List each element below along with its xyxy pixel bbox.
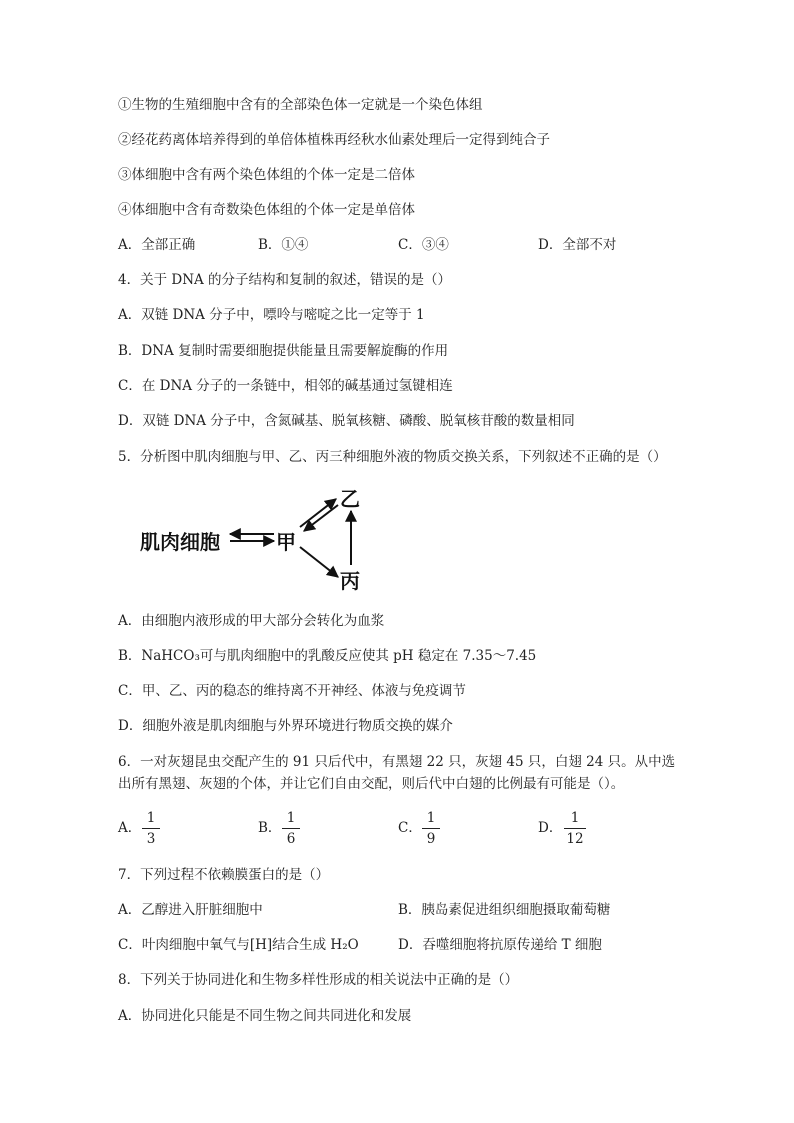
q3-option-d: D．全部不对	[538, 237, 617, 253]
q3-option-a: A．全部正确	[118, 237, 196, 253]
q5-option-d: D．细胞外液是肌肉细胞与外界环境进行物质交换的媒介	[118, 718, 453, 734]
diagram-label-yi: 乙	[340, 487, 360, 511]
diagram-label-muscle-cell: 肌肉细胞	[140, 530, 220, 554]
diagram-arrows	[140, 483, 380, 593]
diagram-label-jia: 甲	[276, 530, 296, 554]
fraction-numerator: 1	[564, 810, 586, 829]
q7-option-c: C．叶肉细胞中氧气与[H]结合生成 H₂O	[118, 937, 359, 953]
fraction-numerator: 1	[142, 810, 160, 829]
fraction-numerator: 1	[422, 810, 440, 829]
q3-item-4: ④体细胞中含有奇数染色体组的个体一定是单倍体	[118, 202, 415, 218]
q3-item-1: ①生物的生殖细胞中含有的全部染色体一定就是一个染色体组	[118, 97, 483, 113]
q6-stem-line2: 出所有黑翅、灰翅的个体，并让它们自由交配，则后代中白翅的比例最有可能是（）。	[118, 776, 625, 792]
fraction-denominator: 9	[426, 831, 436, 847]
q4-stem: 4．关于 DNA 的分子结构和复制的叙述，错误的是（）	[118, 272, 452, 288]
q4-option-d: D．双链 DNA 分子中，含氮碱基、脱氧核糖、磷酸、脱氧核苷酸的数量相同	[118, 413, 575, 429]
fluid-exchange-diagram	[140, 483, 380, 593]
q4-option-b: B．DNA 复制时需要细胞提供能量且需要解旋酶的作用	[118, 343, 449, 359]
q3-option-c: C．③④	[398, 237, 449, 253]
q6-stem-line1: 6．一对灰翅昆虫交配产生的 91 只后代中，有黑翅 22 只，灰翅 45 只，白翅 24 只。从中选	[118, 754, 676, 770]
q5-option-b: B．NaHCO₃可与肌肉细胞中的乳酸反应使其 pH 稳定在 7.35～7.45	[118, 648, 537, 664]
q7-option-b: B．胰岛素促进组织细胞摄取葡萄糖	[398, 902, 611, 918]
arrow-yi-to-jia	[304, 505, 338, 531]
q3-option-b: B．①④	[258, 237, 309, 253]
q6-option-d-label: D．	[538, 820, 563, 836]
q6-option-b-label: B．	[258, 820, 282, 836]
q7-stem: 7．下列过程不依赖膜蛋白的是（）	[118, 867, 330, 883]
q8-stem: 8．下列关于协同进化和生物多样性形成的相关说法中正确的是（）	[118, 972, 519, 988]
q4-option-a: A．双链 DNA 分子中，嘌呤与嘧啶之比一定等于 1	[118, 307, 425, 323]
q6-option-c-fraction	[422, 810, 440, 847]
q6-option-b-fraction	[282, 810, 300, 847]
q8-option-a: A．协同进化只能是不同生物之间共同进化和发展	[118, 1008, 412, 1024]
arrow-jia-to-yi	[300, 499, 336, 527]
q5-option-c: C．甲、乙、丙的稳态的维持离不开神经、体液与免疫调节	[118, 683, 466, 699]
q3-item-3: ③体细胞中含有两个染色体组的个体一定是二倍体	[118, 167, 415, 183]
q5-stem: 5．分析图中肌肉细胞与甲、乙、丙三种细胞外液的物质交换关系，下列叙述不正确的是（）	[118, 449, 667, 465]
q6-option-c-label: C．	[398, 820, 422, 836]
diagram-label-bing: 丙	[340, 569, 360, 593]
arrow-jia-to-bing	[300, 547, 338, 577]
fraction-denominator: 12	[566, 831, 584, 847]
fraction-denominator: 6	[286, 831, 296, 847]
fraction-denominator: 3	[146, 831, 156, 847]
q3-item-2: ②经花药离体培养得到的单倍体植株再经秋水仙素处理后一定得到纯合子	[118, 132, 550, 148]
q6-option-a-label: A．	[118, 820, 142, 836]
q6-option-d-fraction	[564, 810, 586, 847]
fraction-numerator: 1	[282, 810, 300, 829]
q4-option-c: C．在 DNA 分子的一条链中，相邻的碱基通过氢键相连	[118, 378, 453, 394]
q5-option-a: A．由细胞内液形成的甲大部分会转化为血浆	[118, 613, 385, 629]
q6-option-a-fraction	[142, 810, 160, 847]
q7-option-d: D．吞噬细胞将抗原传递给 T 细胞	[398, 937, 602, 953]
q7-option-a: A．乙醇进入肝脏细胞中	[118, 902, 263, 918]
